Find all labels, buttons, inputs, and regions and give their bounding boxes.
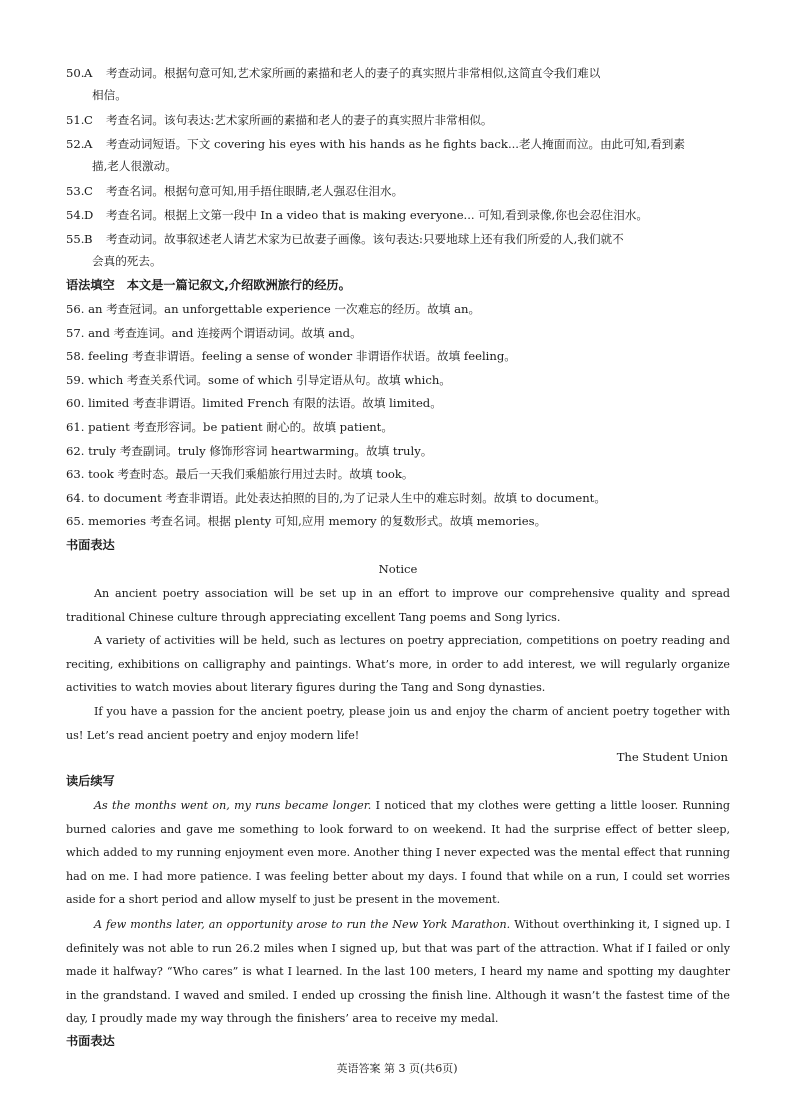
- writing-section-heading-2: 书面表达: [66, 1034, 115, 1048]
- answer-item-52: 52.A 考查动词短语。下文 covering his eyes with his hands as he fights back...老人掩面而泣。由此可知,看到素 描,老人很激动。: [66, 137, 685, 173]
- answer-item-53: 53.C 考查名词。根据句意可知,用手捂住眼睛,老人强忍住泪水。: [66, 184, 404, 198]
- answer-item-61: 61. patient 考查形容词。be patient 耐心的。故填 patient。: [66, 420, 393, 434]
- page-footer: 英语答案 第 3 页(共6页): [336, 1062, 458, 1075]
- continuation-paragraph-1: As the months went on, my runs became longer. I noticed that my clothes were getting a little looser. Running burned calories and gave me something to look forward to on weekend. It had the surprise effect of better sleep, which added to my running enjoyment even more. Another thing I never expected was the mental effect that running had on me. I had more patience. I was feeling better about my days. I found that while on a run, I could set worries aside for a short period and allow myself to just be present in the movement.: [66, 799, 730, 907]
- answer-item-54: 54.D 考查名词。根据上文第一段中 In a video that is making everyone... 可知,看到录像,你也会忍住泪水。: [66, 208, 648, 222]
- continuation-paragraph-2: A few months later, an opportunity arose to run the New York Marathon. Without overthinking it, I signed up. I definitely was not able to run 26.2 miles when I signed up, but that was part of the attraction. What if I failed or only made it halfway? “Who cares” is what I learned. In the last 100 meters, I heard my name and spotting my daughter in the grandstand. I waved and smiled. I ended up crossing the finish line. Although it wasn’t the fastest time of the day, I proudly made my way through the finishers’ area to receive my medal.: [66, 918, 730, 1026]
- notice-paragraph-3: If you have a passion for the ancient poetry, please join us and enjoy the charm of ancient poetry together with us! Let’s read ancient poetry and enjoy modern life!: [66, 705, 730, 742]
- answer-item-60: 60. limited 考查非谓语。limited French 有限的法语。故填 limited。: [66, 396, 442, 410]
- answer-item-58: 58. feeling 考查非谓语。feeling a sense of wonder 非谓语作状语。故填 feeling。: [66, 349, 516, 363]
- answer-item-63: 63. took 考查时态。最后一天我们乘船旅行用过去时。故填 took。: [66, 467, 414, 481]
- notice-title: Notice: [378, 562, 418, 576]
- notice-signature: The Student Union: [616, 750, 728, 764]
- answer-item-59: 59. which 考查关系代词。some of which 引导定语从句。故填 which。: [66, 373, 451, 387]
- answer-item-55: 55.B 考查动词。故事叙述老人请艺术家为已故妻子画像。该句表达:只要地球上还有我们所爱的人,我们就不 会真的死去。: [66, 232, 624, 268]
- answer-item-57: 57. and 考查连词。and 连接两个谓语动词。故填 and。: [66, 326, 362, 340]
- continuation-section-heading: 读后续写: [66, 774, 115, 788]
- answer-item-50: 50.A 考查动词。根据句意可知,艺术家所画的素描和老人的妻子的真实照片非常相似,这简直令我们难以 相信。: [66, 66, 601, 102]
- notice-paragraph-2: A variety of activities will be held, such as lectures on poetry appreciation, competitions on poetry reading and reciting, exhibitions on calligraphy and paintings. What’s more, in order to add interest, we will regularly organize activities to watch movies about literary figures during the Tang and Song dynasties.: [66, 634, 730, 695]
- answer-item-62: 62. truly 考查副词。truly 修饰形容词 heartwarming。故填 truly。: [66, 444, 433, 458]
- answer-item-56: 56. an 考查冠词。an unforgettable experience 一次难忘的经历。故填 an。: [66, 302, 481, 316]
- answer-item-64: 64. to document 考查非谓语。此处表达拍照的目的,为了记录人生中的难忘时刻。故填 to document。: [66, 491, 606, 505]
- answer-item-65: 65. memories 考查名词。根据 plenty 可知,应用 memory 的复数形式。故填 memories。: [66, 514, 547, 528]
- grammar-section-heading: 语法填空 本文是一篇记叙文,介绍欧洲旅行的经历。: [66, 278, 351, 292]
- answer-item-51: 51.C 考查名词。该句表达:艺术家所画的素描和老人的妻子的真实照片非常相似。: [66, 113, 493, 127]
- writing-section-heading: 书面表达: [66, 538, 115, 552]
- notice-paragraph-1: An ancient poetry association will be set up in an effort to improve our comprehensive quality and spread traditional Chinese culture through appreciating excellent Tang poems and Song lyrics.: [66, 587, 730, 624]
